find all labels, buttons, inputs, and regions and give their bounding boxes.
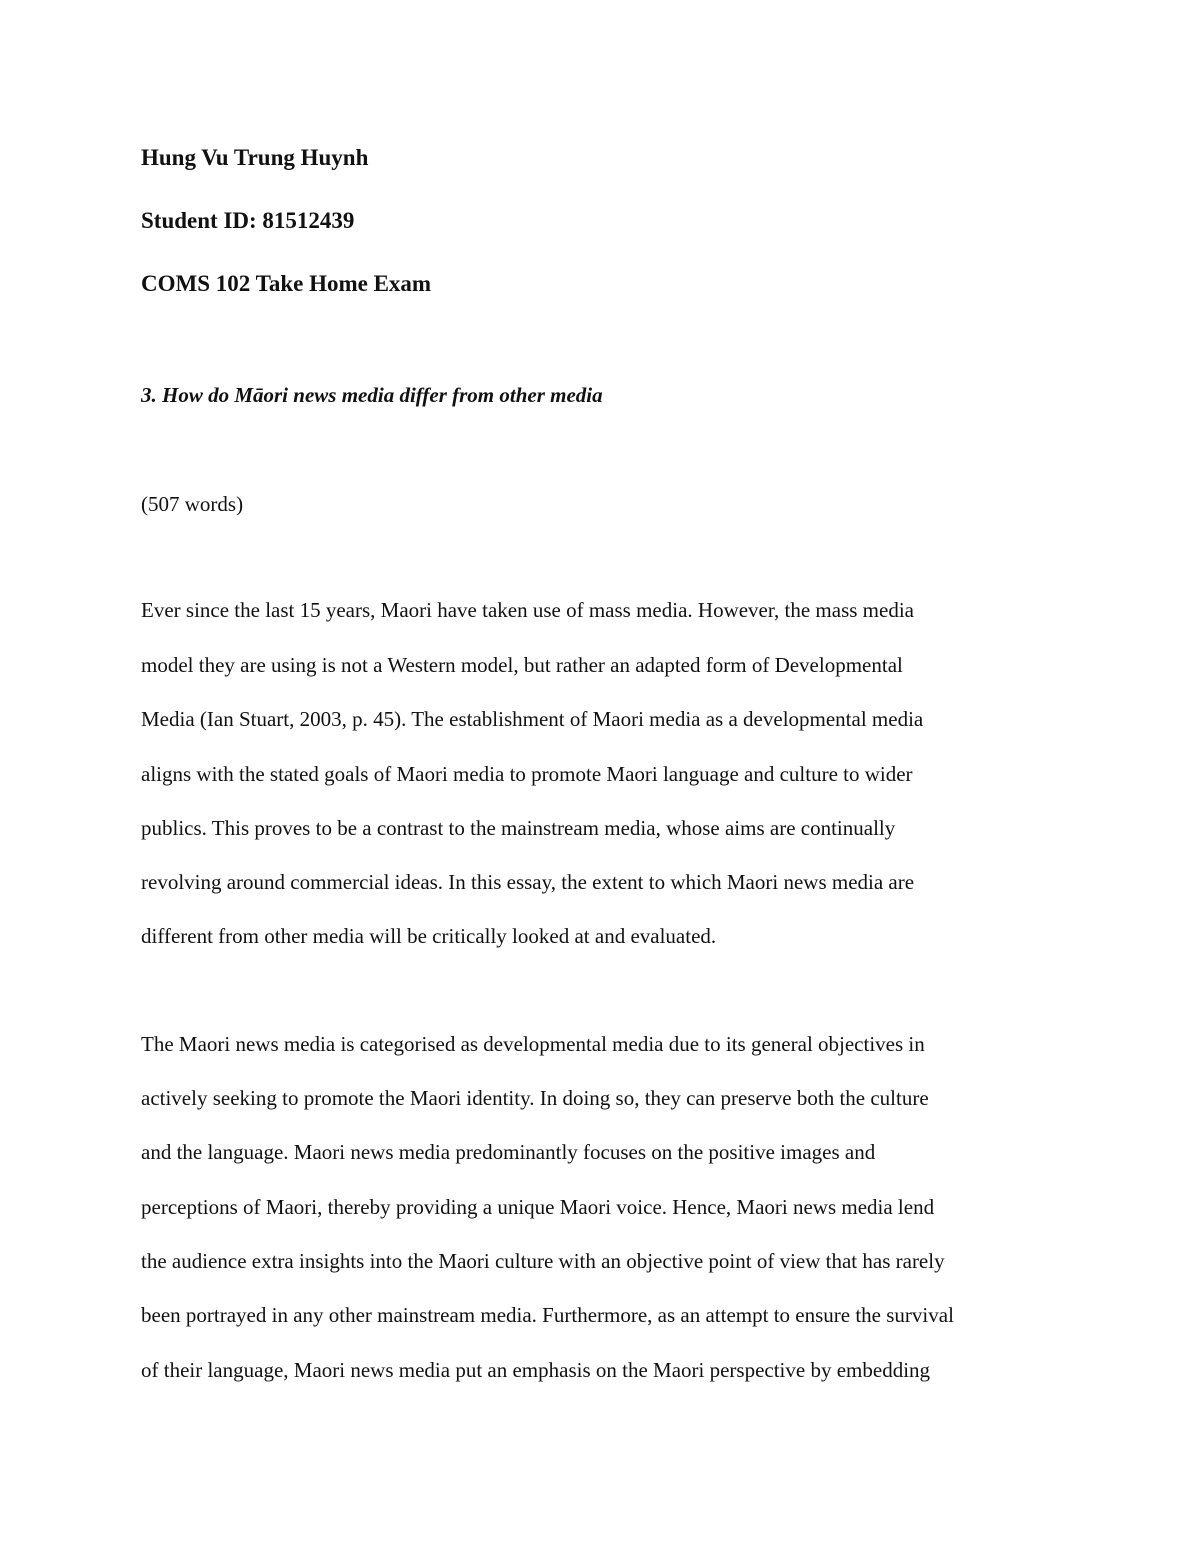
paragraph-line: of their language, Maori news media put an emphasis on the Maori perspective by embedding xyxy=(141,1358,931,1382)
paragraph-line: publics. This proves to be a contrast to the mainstream media, whose aims are continually xyxy=(141,816,896,840)
author-name: Hung Vu Trung Huynh xyxy=(141,145,369,170)
paragraph-line: Ever since the last 15 years, Maori have taken use of mass media. However, the mass media xyxy=(141,598,914,622)
paragraph-line: different from other media will be critically looked at and evaluated. xyxy=(141,924,717,948)
word-count: (507 words) xyxy=(141,492,244,516)
paragraph-line: and the language. Maori news media predominantly focuses on the positive images and xyxy=(141,1140,876,1164)
essay-question: 3. How do Māori news media differ from other media xyxy=(141,383,603,407)
student-id: Student ID: 81512439 xyxy=(141,208,355,233)
course-title: COMS 102 Take Home Exam xyxy=(141,271,432,296)
paragraph-line: model they are using is not a Western model, but rather an adapted form of Developmental xyxy=(141,653,903,677)
paragraph-line: aligns with the stated goals of Maori media to promote Maori language and culture to wider xyxy=(141,762,913,786)
paragraph-line: actively seeking to promote the Maori identity. In doing so, they can preserve both the culture xyxy=(141,1086,929,1110)
paragraph-line: been portrayed in any other mainstream media. Furthermore, as an attempt to ensure the survival xyxy=(141,1303,954,1327)
paragraph-line: perceptions of Maori, thereby providing a unique Maori voice. Hence, Maori news media lend xyxy=(141,1195,935,1219)
paragraph-line: The Maori news media is categorised as developmental media due to its general objectives in xyxy=(141,1032,925,1056)
paragraph-line: the audience extra insights into the Maori culture with an objective point of view that has rarely xyxy=(141,1249,945,1273)
paragraph-line: revolving around commercial ideas. In this essay, the extent to which Maori news media are xyxy=(141,870,915,894)
paragraph-line: Media (Ian Stuart, 2003, p. 45). The establishment of Maori media as a developmental media xyxy=(141,707,924,731)
